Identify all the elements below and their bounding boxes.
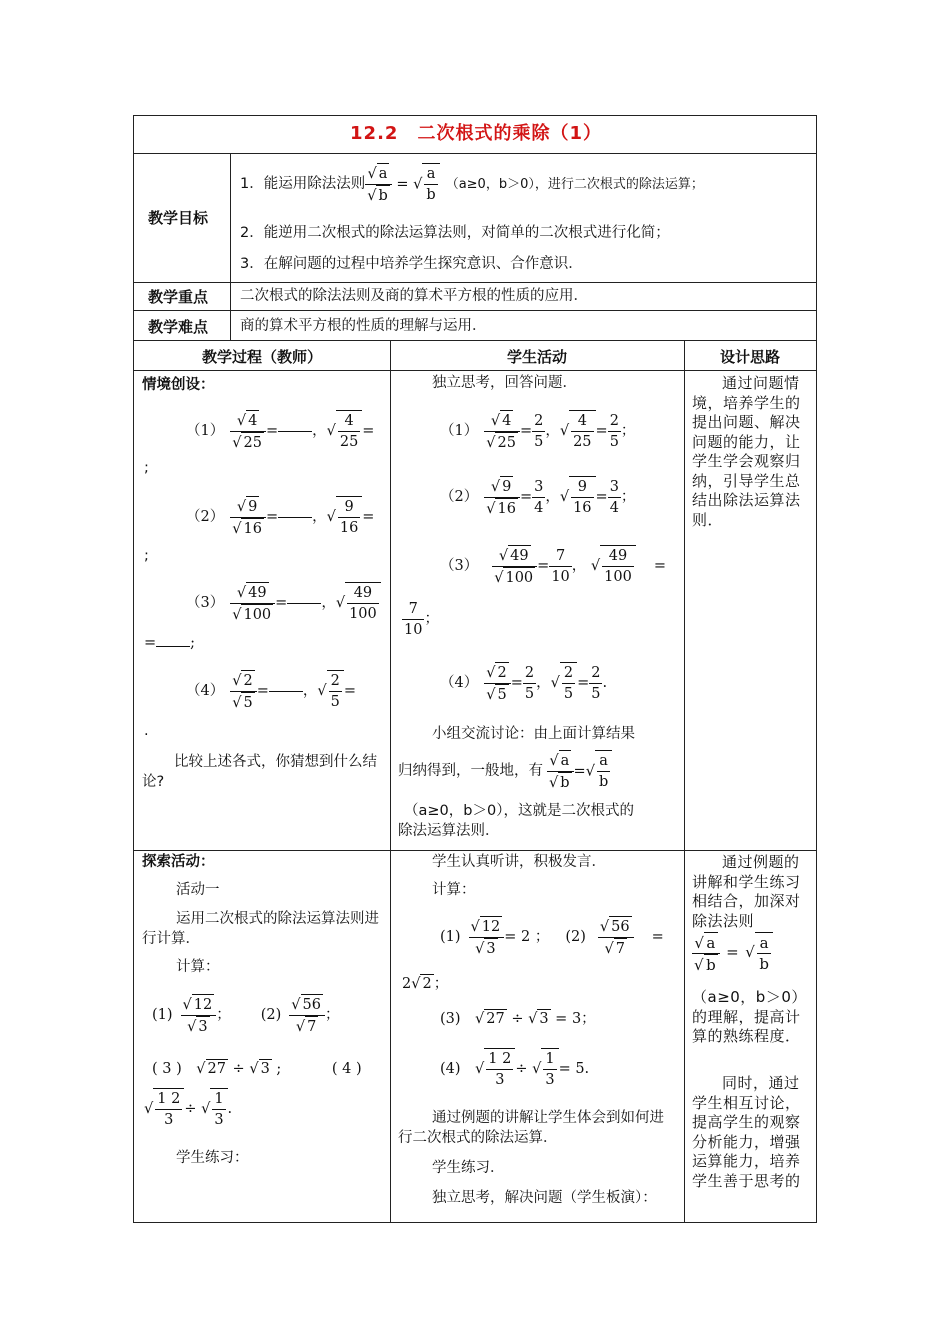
t-item-2-end: ; bbox=[144, 548, 149, 564]
student-induce: 归纳得到，一般地，有 $\frac{√ a}{√ b}$ =√ $\frac{a}{b}$ bbox=[398, 748, 612, 794]
s2-item-2-end: 2√ 2 ； bbox=[402, 976, 449, 992]
design-2a-cond: （a≥0，b＞0）的理解，提高计算的熟练程度． bbox=[692, 988, 807, 1045]
s2-item-4: (4) √ $\frac{1 2}{3}$ ÷ √ $\frac{1}{3}$ = 5. bbox=[440, 1046, 589, 1092]
goal-3: 3．在解问题的过程中培养学生探究意识、合作意识． bbox=[240, 256, 583, 272]
row-divider bbox=[134, 850, 816, 851]
teacher-question: 比较上述各式，你猜想到什么结论? bbox=[142, 754, 377, 790]
t2-item-3: ( 3 ) √ 27 ÷ √ 3 ; ( 4 ) bbox=[152, 1061, 362, 1077]
t2-item-4: √ $\frac{1 2}{3}$ ÷ √ $\frac{1}{3}$ . bbox=[144, 1086, 232, 1132]
t-item-4: （4） $\frac{√ 2}{√ 5}$ = ，√ $\frac{2}{5}$ = bbox=[186, 666, 356, 716]
student-solve: 独立思考，解决问题（学生板演）： bbox=[432, 1190, 657, 1206]
student-rule-end: 除法运算法则． bbox=[398, 823, 500, 839]
t-item-3: （3） $\frac{√ 49}{√ 100}$ = ，√ $\frac{49}{100}$ bbox=[186, 578, 381, 628]
t-item-2: （2） $\frac{√ 9}{√ 16}$ = ，√ $\frac{9}{16}$ = bbox=[186, 492, 374, 542]
s2-item-3: (3) √ 27 ÷ √ 3 = 3； bbox=[440, 1011, 596, 1027]
design-1: 通过问题情境，培养学生的提出问题、解决问题的能力，让学生学会观察归纳，引导学生总结出除法运算法则． bbox=[692, 374, 801, 529]
goal-1-text: 1．能运用除法法则 bbox=[240, 175, 366, 192]
row-divider bbox=[134, 282, 816, 283]
student-rule-cond: （a≥0，b＞0），这就是二次根式的 bbox=[404, 803, 634, 819]
difficulty-label: 教学难点 bbox=[148, 318, 209, 336]
goals-label: 教学目标 bbox=[148, 209, 209, 227]
row-divider bbox=[134, 153, 816, 154]
col-header-student: 学生活动 bbox=[506, 348, 567, 366]
t-item-3-end: = ; bbox=[144, 635, 196, 651]
t-item-1-end: ; bbox=[144, 460, 149, 476]
t2-item-1-2: (1) $\frac{√ 12}{√ 3}$ ； (2) $\frac{√ 56}{√ 7}$ ； bbox=[152, 990, 340, 1040]
section2-heading: 探索活动： bbox=[142, 854, 215, 870]
t-item-3-num: （3） bbox=[186, 594, 225, 611]
t-item-4-num: （4） bbox=[186, 682, 225, 699]
page-title: 12.2 二次根式的乘除（1） bbox=[350, 123, 602, 144]
s-item-4: （4） $\frac{√ 2}{√ 5}$ = $\frac{2}{5}$ ，√ $\frac{2}{5}$ = $\frac{2}{5}$ . bbox=[440, 658, 607, 708]
s-item-3: （3） $\frac{√ 49}{√ 100}$ = $\frac{7}{10}$ ， √ $\frac{49}{100}$ = bbox=[440, 541, 666, 591]
key-point-label: 教学重点 bbox=[148, 288, 209, 306]
s-item-1-num: （1） bbox=[440, 422, 479, 439]
key-point-text: 二次根式的除法法则及商的算术平方根的性质的应用． bbox=[240, 288, 588, 304]
s2-item-1-2: (1) $\frac{√ 12}{√ 3}$ = 2 ； (2) $\frac{√ 56}{√ 7}$ = bbox=[440, 912, 664, 962]
student-practice: 学生练习． bbox=[432, 1160, 505, 1176]
student-calc-label: 计算： bbox=[432, 882, 476, 898]
calc-label: 计算： bbox=[176, 959, 220, 975]
student-example: 通过例题的讲解让学生体会到如何进行二次根式的除法运算． bbox=[398, 1110, 664, 1146]
col-header-design: 设计思路 bbox=[719, 348, 780, 366]
s-item-3-num: （3） bbox=[440, 557, 479, 574]
activity-desc: 运用二次根式的除法运算法则进行计算． bbox=[142, 911, 379, 947]
goal-2: 2．能逆用二次根式的除法运算法则，对简单的二次根式进行化简； bbox=[240, 225, 670, 241]
goal-formula: $\frac{√ a}{√ b}$ = √ $\frac{a}{b}$ bbox=[365, 163, 439, 206]
goal-1 bbox=[240, 163, 704, 205]
t-item-1: （1） $\frac{√ 4}{√ 25}$ = ，√ $\frac{4}{25}$ = bbox=[186, 406, 374, 456]
student-intro: 独立思考，回答问题． bbox=[432, 375, 577, 391]
col-header-teacher: 教学过程（教师） bbox=[201, 348, 322, 366]
t-item-2-num: （2） bbox=[186, 508, 225, 525]
col-divider bbox=[230, 153, 231, 340]
row-divider bbox=[134, 370, 816, 371]
student-induce-text: 归纳得到，一般地，有 bbox=[398, 762, 543, 779]
student-listen: 学生认真听讲，积极发言． bbox=[432, 854, 606, 870]
s-item-3-end: $\frac{7}{10}$ ； bbox=[404, 600, 439, 638]
section1-heading: 情境创设： bbox=[142, 377, 215, 393]
design-2a-formula: $\frac{√ a}{√ b}$ = √ $\frac{a}{b}$ bbox=[692, 930, 810, 976]
row-divider bbox=[134, 340, 816, 341]
goal-1-cond: （a≥0，b＞0），进行二次根式的除法运算； bbox=[445, 176, 704, 192]
t-item-1-num: （1） bbox=[186, 422, 225, 439]
col-divider bbox=[684, 340, 685, 1222]
s-item-2: （2） $\frac{√ 9}{√ 16}$ = $\frac{3}{4}$ ，√ $\frac{9}{16}$ = $\frac{3}{4}$ ； bbox=[440, 472, 635, 522]
row-divider bbox=[134, 310, 816, 311]
difficulty-text: 商的算术平方根的性质的理解与运用． bbox=[240, 318, 487, 334]
student-discuss: 小组交流讨论：由上面计算结果 bbox=[432, 726, 635, 742]
s-item-2-num: （2） bbox=[440, 488, 479, 505]
design-2b: 同时，通过学生相互讨论，提高学生的观察分析能力，增强运算能力，培养学生善于思考的 bbox=[692, 1074, 801, 1190]
design-2a: 通过例题的讲解和学生练习相结合，加深对除法法则 bbox=[692, 853, 801, 930]
s-item-4-num: （4） bbox=[440, 674, 479, 691]
activity-label: 活动一 bbox=[176, 882, 220, 898]
s-item-1: （1） $\frac{√ 4}{√ 25}$ = $\frac{2}{5}$ ，√ $\frac{4}{25}$ = $\frac{2}{5}$ ； bbox=[440, 406, 635, 456]
col-divider bbox=[390, 340, 391, 1222]
lesson-table bbox=[133, 115, 817, 1223]
practice-label: 学生练习： bbox=[176, 1150, 249, 1166]
t-item-4-end: . bbox=[144, 723, 149, 739]
